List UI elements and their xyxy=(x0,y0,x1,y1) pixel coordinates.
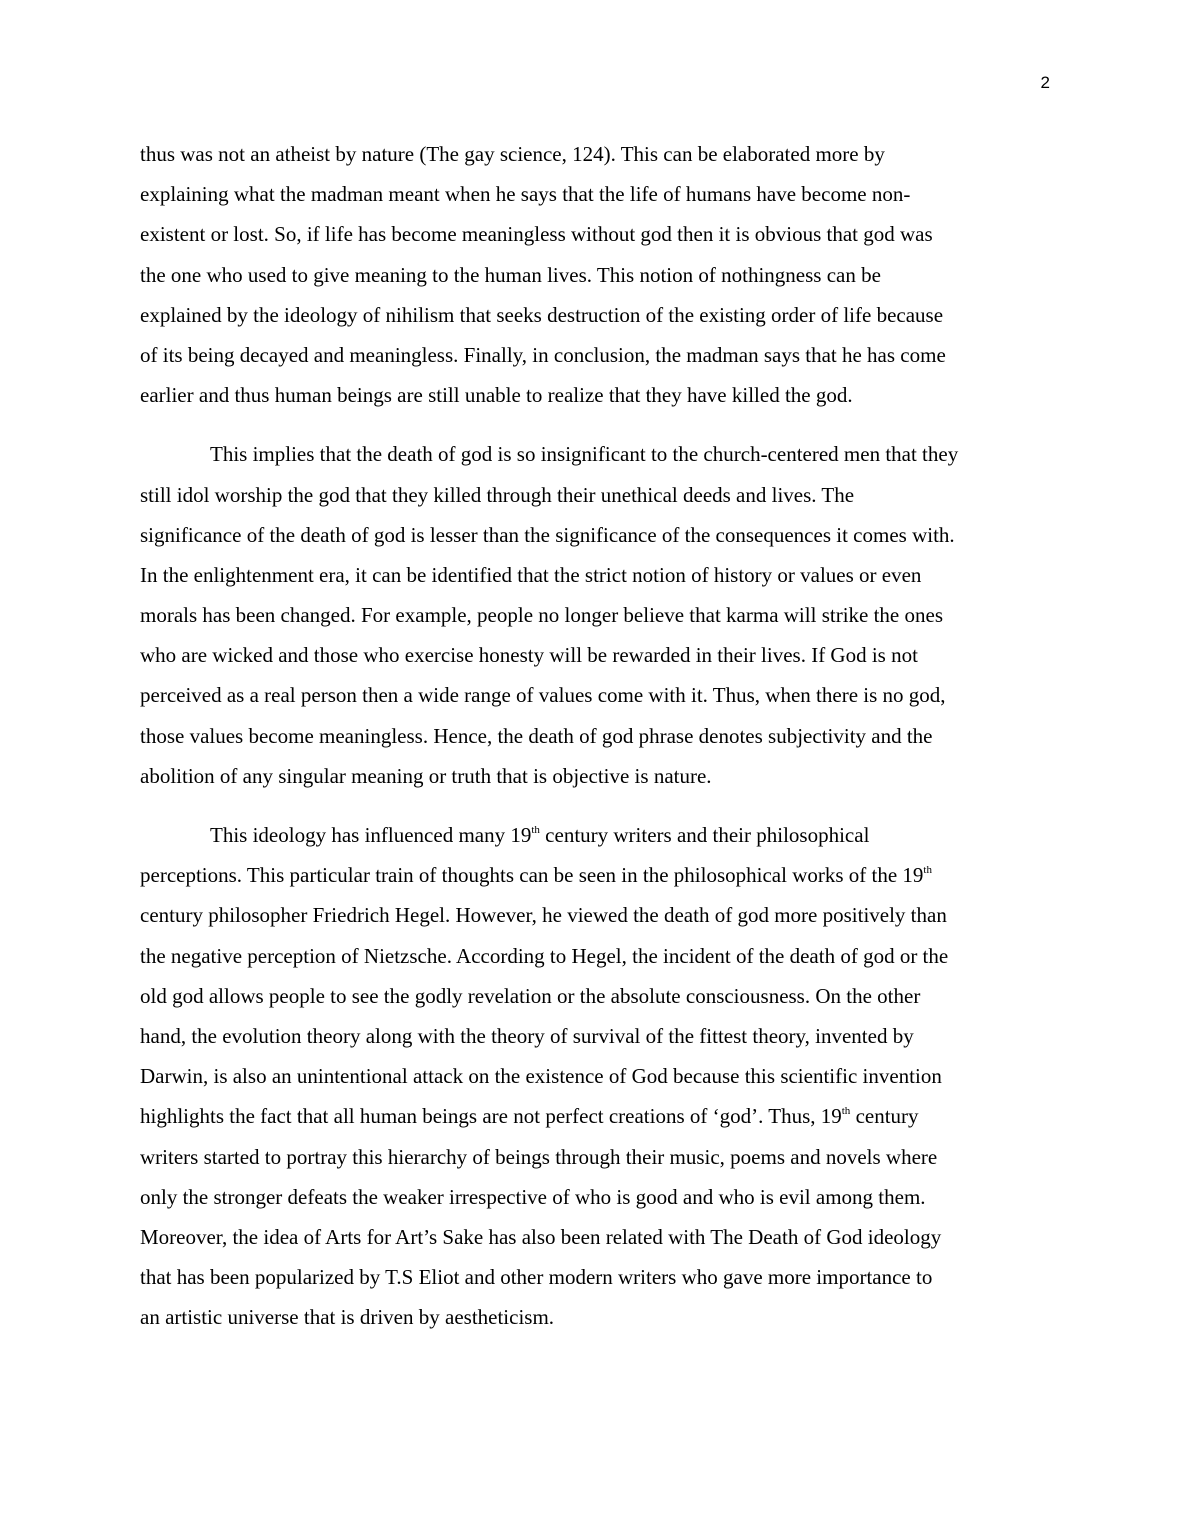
text-span: century xyxy=(850,1104,919,1129)
paragraph-3 xyxy=(140,815,1050,1337)
text-line: writers started to portray this hierarchy of beings through their music, poems and novels where xyxy=(140,1144,938,1169)
text-line xyxy=(140,434,1050,474)
text-span: This implies that the death of god is so insignificant to the church-centered men that they xyxy=(210,442,959,467)
text-line: old god allows people to see the godly revelation or the absolute consciousness. On the other xyxy=(140,983,921,1008)
paragraph-2 xyxy=(140,434,1050,796)
text-line: earlier and thus human beings are still unable to realize that they have killed the god. xyxy=(140,383,853,408)
paragraph-1 xyxy=(140,134,1050,415)
text-line: morals has been changed. For example, people no longer believe that karma will strike the ones xyxy=(140,603,943,628)
text-line: of its being decayed and meaningless. Finally, in conclusion, the madman says that he has come xyxy=(140,342,946,367)
text-line xyxy=(140,1096,1050,1136)
superscript: th xyxy=(531,824,540,836)
text-line xyxy=(140,815,1050,855)
text-line: thus was not an atheist by nature (The gay science, 124). This can be elaborated more by xyxy=(140,142,885,166)
text-span: perceptions. This particular train of thoughts can be seen in the philosophical works of the 19 xyxy=(140,863,924,888)
text-span: century writers and their philosophical xyxy=(539,823,870,847)
text-line: significance of the death of god is lesser than the significance of the consequences it comes with. xyxy=(140,522,955,547)
text-line: Darwin, is also an unintentional attack on the existence of God because this scientific invention xyxy=(140,1064,942,1089)
text-line: still idol worship the god that they killed through their unethical deeds and lives. The xyxy=(140,482,855,507)
text-line: century philosopher Friedrich Hegel. However, he viewed the death of god more positively than xyxy=(140,903,947,928)
superscript: th xyxy=(923,864,932,877)
text-line: explained by the ideology of nihilism that seeks destruction of the existing order of life because xyxy=(140,302,944,327)
text-line xyxy=(140,855,1050,895)
text-line: In the enlightenment era, it can be identified that the strict notion of history or values or even xyxy=(140,562,922,587)
text-line: those values become meaningless. Hence, the death of god phrase denotes subjectivity and the xyxy=(140,723,933,748)
text-line: only the stronger defeats the weaker irrespective of who is good and who is evil among them. xyxy=(140,1184,926,1209)
text-line: that has been popularized by T.S Eliot and other modern writers who gave more importance to xyxy=(140,1265,933,1290)
superscript: th xyxy=(841,1105,851,1118)
paragraph-spacing xyxy=(140,796,1050,815)
paragraph-spacing xyxy=(140,415,1050,434)
text-line: an artistic universe that is driven by aestheticism. xyxy=(140,1305,555,1330)
text-line: perceived as a real person then a wide range of values come with it. Thus, when there is no god, xyxy=(140,683,946,708)
text-line: hand, the evolution theory along with the theory of survival of the fittest theory, invented by xyxy=(140,1023,914,1048)
body-text xyxy=(140,134,1050,1337)
text-line: who are wicked and those who exercise honesty will be rewarded in their lives. If God is not xyxy=(140,643,918,668)
text-line: abolition of any singular meaning or truth that is objective is nature. xyxy=(140,763,712,788)
text-line: the one who used to give meaning to the human lives. This notion of nothingness can be xyxy=(140,262,881,287)
page-number: 2 xyxy=(1040,73,1050,92)
text-line: existent or lost. So, if life has become meaningless without god then it is obvious that god was xyxy=(140,222,933,247)
text-span: highlights the fact that all human beings are not perfect creations of ‘god’. Thus, 19 xyxy=(140,1104,842,1129)
text-line: explaining what the madman meant when he says that the life of humans have become non- xyxy=(140,182,911,207)
text-line: the negative perception of Nietzsche. According to Hegel, the incident of the death of god or the xyxy=(140,943,949,968)
text-line: Moreover, the idea of Arts for Art’s Sake has also been related with The Death of God ideology xyxy=(140,1224,942,1249)
text-span: This ideology has influenced many 19 xyxy=(210,823,532,847)
